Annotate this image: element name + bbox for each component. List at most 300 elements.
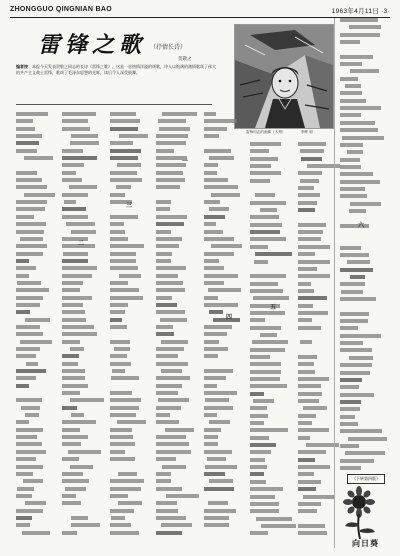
text-line <box>340 224 369 228</box>
text-line <box>204 442 218 446</box>
text-line <box>68 450 100 454</box>
text-line <box>62 435 88 439</box>
text-line <box>250 179 270 183</box>
text-line <box>110 531 139 535</box>
text-line <box>340 55 373 59</box>
text-line <box>204 274 238 278</box>
text-line <box>307 164 340 168</box>
text-line <box>22 531 50 535</box>
article-subtitle: （抒情长诗） <box>150 44 187 51</box>
text-line <box>298 428 329 432</box>
portrait-illustration <box>235 25 333 128</box>
text-line <box>16 303 40 307</box>
text-line <box>71 413 84 417</box>
text-line <box>345 84 361 88</box>
text-line <box>16 112 48 116</box>
text-line <box>298 223 326 227</box>
text-line <box>204 472 225 476</box>
text-line <box>250 215 279 219</box>
text-line <box>158 398 189 402</box>
text-line <box>204 413 217 417</box>
text-line <box>250 362 281 366</box>
text-line <box>298 421 312 425</box>
editor-note <box>16 64 216 77</box>
text-line <box>16 252 43 256</box>
text-line <box>62 406 77 410</box>
text-line <box>340 341 363 345</box>
text-line <box>156 516 186 520</box>
text-line <box>204 171 217 175</box>
text-line <box>340 393 374 397</box>
text-line <box>298 267 317 271</box>
text-line <box>156 207 170 211</box>
text-line <box>110 442 135 446</box>
text-line <box>250 186 288 190</box>
text-line <box>110 457 135 461</box>
text-line <box>110 332 144 336</box>
text-line <box>16 244 47 248</box>
text-line <box>161 340 188 344</box>
text-line <box>204 266 224 270</box>
text-line <box>16 178 42 182</box>
text-line <box>204 303 238 307</box>
text-line <box>204 281 224 285</box>
text-line <box>303 406 326 410</box>
text-line <box>156 288 185 292</box>
text-line <box>16 119 33 123</box>
text-line <box>65 487 86 491</box>
text-line <box>156 376 190 380</box>
text-line <box>298 282 311 286</box>
text-line <box>16 163 50 167</box>
text-line <box>298 362 314 366</box>
text-line <box>250 245 268 249</box>
text-line <box>70 347 84 351</box>
text-line <box>110 465 144 469</box>
text-line <box>340 33 380 37</box>
text-line <box>204 252 234 256</box>
text-line <box>62 274 92 278</box>
text-line <box>111 516 125 520</box>
text-line <box>209 479 233 483</box>
text-column-5 <box>204 112 238 538</box>
text-line <box>110 450 125 454</box>
text-line <box>204 362 238 366</box>
text-line <box>204 354 218 358</box>
text-line <box>16 215 34 219</box>
section-mark-5: 五 <box>270 304 277 311</box>
text-line <box>110 266 138 270</box>
text-line <box>348 437 387 441</box>
text-line <box>340 282 365 286</box>
text-line <box>16 127 35 131</box>
text-line <box>204 178 228 182</box>
text-line <box>204 516 229 520</box>
text-line <box>110 310 125 314</box>
text-line <box>66 222 95 226</box>
text-line <box>156 171 183 175</box>
text-line <box>298 274 330 278</box>
text-line <box>62 391 80 395</box>
text-line <box>69 185 97 189</box>
text-line <box>204 369 233 373</box>
text-line <box>340 165 361 169</box>
text-line <box>208 288 240 292</box>
sunflower-illustration <box>339 484 381 539</box>
text-line <box>25 501 46 505</box>
text-line <box>110 303 128 307</box>
text-line <box>250 223 282 227</box>
text-line <box>156 420 179 424</box>
text-line <box>110 252 136 256</box>
text-line <box>16 450 46 454</box>
text-line <box>298 348 332 352</box>
text-line <box>62 215 88 219</box>
text-line <box>70 141 99 145</box>
continued-stamp: （下转第四版） <box>347 474 385 484</box>
text-line <box>204 340 219 344</box>
text-line <box>341 290 363 294</box>
text-line <box>16 207 45 211</box>
text-line <box>62 288 80 292</box>
text-line <box>62 340 80 344</box>
text-line <box>208 501 228 505</box>
text-line <box>250 201 286 205</box>
text-line <box>350 202 381 206</box>
text-line <box>62 178 82 182</box>
text-line <box>21 406 40 410</box>
text-line <box>256 517 292 521</box>
text-line <box>301 157 322 161</box>
text-line <box>204 332 227 336</box>
text-line <box>158 119 186 123</box>
text-line <box>62 354 79 358</box>
text-line <box>255 252 291 256</box>
text-line <box>16 354 36 358</box>
text-line <box>204 435 218 439</box>
text-line <box>114 347 129 351</box>
text-line <box>204 112 216 116</box>
text-line <box>62 156 97 160</box>
text-line <box>62 362 78 366</box>
text-line <box>110 354 127 358</box>
text-line <box>16 141 39 145</box>
text-line <box>162 465 185 469</box>
text-line <box>16 185 46 189</box>
text-line <box>62 369 85 373</box>
text-line <box>71 523 100 527</box>
text-line <box>204 134 219 138</box>
text-line <box>63 252 89 256</box>
text-line <box>16 332 43 336</box>
text-line <box>340 348 372 352</box>
text-line <box>204 200 220 204</box>
text-line <box>298 208 315 212</box>
text-line <box>250 414 268 418</box>
text-line <box>156 244 179 248</box>
text-line <box>250 267 288 271</box>
text-line <box>20 237 43 241</box>
text-line <box>207 457 226 461</box>
text-line <box>156 222 184 226</box>
text-line <box>110 435 133 439</box>
text-line <box>110 391 132 395</box>
text-line <box>118 501 142 505</box>
text-line <box>156 296 172 300</box>
text-line <box>16 435 37 439</box>
text-line <box>298 304 313 308</box>
section-mark-1: 一 <box>182 158 189 165</box>
text-line <box>62 384 88 388</box>
text-line <box>340 128 378 132</box>
text-line <box>350 275 365 279</box>
text-line <box>156 457 176 461</box>
text-line <box>347 260 370 264</box>
text-line <box>298 472 314 476</box>
text-line <box>340 400 361 404</box>
text-line <box>250 274 286 278</box>
text-line <box>340 415 355 419</box>
text-line <box>298 487 316 491</box>
section-mark-4: 四 <box>226 314 233 321</box>
text-line <box>16 391 50 395</box>
text-line <box>110 509 134 513</box>
text-line <box>16 376 36 380</box>
text-line <box>340 422 358 426</box>
text-line <box>156 531 182 535</box>
text-line <box>253 296 289 300</box>
text-line <box>156 362 188 366</box>
text-line <box>253 399 274 403</box>
text-line <box>204 428 221 432</box>
text-line <box>250 164 271 168</box>
text-line <box>156 479 171 483</box>
text-line <box>110 237 128 241</box>
text-line <box>250 370 281 374</box>
sunflower-title: 向日葵 <box>352 538 379 548</box>
text-line <box>250 326 281 330</box>
text-line <box>16 384 29 388</box>
text-line <box>156 472 171 476</box>
text-line <box>110 494 128 498</box>
text-line <box>298 450 326 454</box>
text-line <box>62 296 92 300</box>
text-line <box>156 134 188 138</box>
text-line <box>62 325 94 329</box>
text-line <box>110 171 137 175</box>
text-line <box>62 149 83 153</box>
text-line <box>340 459 374 463</box>
text-line <box>340 312 369 316</box>
text-line <box>250 480 266 484</box>
text-line <box>156 435 186 439</box>
text-line <box>209 207 229 211</box>
text-line <box>298 237 321 241</box>
editor-note-lead: 编者按： <box>16 64 32 69</box>
masthead-rule <box>10 17 390 18</box>
text-line <box>204 325 232 329</box>
text-column-8 <box>340 18 384 473</box>
text-line <box>250 458 265 462</box>
text-line <box>16 369 46 373</box>
text-line <box>161 369 182 373</box>
text-line <box>110 178 142 182</box>
text-line <box>156 391 178 395</box>
text-line <box>340 326 358 330</box>
text-line <box>62 509 98 513</box>
text-line <box>20 340 52 344</box>
text-line <box>16 428 43 432</box>
text-line <box>204 230 223 234</box>
text-line <box>26 362 39 366</box>
text-line <box>62 207 86 211</box>
text-line <box>156 230 171 234</box>
text-line <box>204 391 237 395</box>
text-line <box>340 444 359 448</box>
text-line <box>298 392 322 396</box>
text-line <box>250 421 264 425</box>
text-line <box>349 209 367 213</box>
text-line <box>110 428 132 432</box>
text-line <box>16 457 36 461</box>
text-line <box>116 185 131 189</box>
text-line <box>156 237 182 241</box>
text-line <box>204 222 216 226</box>
text-line <box>204 141 238 145</box>
text-line <box>62 163 84 167</box>
text-line <box>204 237 234 241</box>
text-line <box>159 127 190 131</box>
text-line <box>156 384 182 388</box>
text-line <box>17 487 34 491</box>
text-line <box>298 370 315 374</box>
text-line <box>298 171 322 175</box>
text-line <box>25 318 51 322</box>
text-line <box>110 318 122 322</box>
text-line <box>16 134 42 138</box>
issue-date-page: 1963年4月11日 ·3· <box>331 8 390 15</box>
text-line <box>110 215 138 219</box>
text-line <box>16 494 32 498</box>
text-line <box>298 524 325 528</box>
text-line <box>160 318 187 322</box>
text-line <box>340 246 361 250</box>
text-line <box>204 406 233 410</box>
text-line <box>340 62 362 66</box>
text-line <box>62 266 97 270</box>
text-line <box>340 231 384 235</box>
text-line <box>303 495 334 499</box>
text-line <box>298 252 315 256</box>
text-line <box>62 237 88 241</box>
text-line <box>345 451 385 455</box>
text-line <box>16 310 30 314</box>
text-line <box>204 494 238 498</box>
text-line <box>110 288 139 292</box>
text-line <box>250 487 283 491</box>
text-line <box>16 266 36 270</box>
text-line <box>340 378 362 382</box>
text-line <box>156 149 174 153</box>
text-line <box>119 134 148 138</box>
text-line <box>16 398 42 402</box>
text-line <box>110 193 125 197</box>
text-line <box>298 186 314 190</box>
text-line <box>16 347 40 351</box>
text-line <box>70 465 93 469</box>
text-line <box>162 112 197 116</box>
text-line <box>298 260 330 264</box>
text-line <box>250 289 283 293</box>
text-line <box>62 420 96 424</box>
text-line <box>252 340 288 344</box>
text-line <box>250 465 267 469</box>
text-line <box>298 142 326 146</box>
text-line <box>117 420 146 424</box>
text-line <box>349 25 382 29</box>
text-line <box>300 340 312 344</box>
text-line <box>156 325 173 329</box>
column-separator <box>334 18 335 548</box>
text-line <box>204 163 218 167</box>
text-line <box>250 436 269 440</box>
text-line <box>16 149 37 153</box>
text-line <box>340 91 362 95</box>
text-line <box>23 479 42 483</box>
text-line <box>250 171 281 175</box>
text-line <box>110 230 125 234</box>
text-line <box>156 310 185 314</box>
text-line <box>71 516 88 520</box>
text-line <box>62 494 76 498</box>
text-line <box>349 356 373 360</box>
text-line <box>340 238 384 242</box>
text-line <box>62 479 89 483</box>
text-line <box>204 347 228 351</box>
text-line <box>340 385 359 389</box>
text-line <box>64 200 77 204</box>
text-line <box>298 311 328 315</box>
article-title: 雷锋之歌 <box>38 32 147 58</box>
text-line <box>298 509 317 513</box>
text-line <box>156 266 186 270</box>
text-line <box>260 208 277 212</box>
text-line <box>340 143 363 147</box>
text-line <box>250 472 264 476</box>
text-line <box>16 420 29 424</box>
text-line <box>211 193 240 197</box>
text-line <box>62 428 80 432</box>
text-line <box>156 332 174 336</box>
text-column-2 <box>62 112 98 538</box>
text-line <box>298 318 312 322</box>
text-line <box>112 369 124 373</box>
text-line <box>298 465 330 469</box>
text-line <box>340 253 369 257</box>
text-line <box>156 281 183 285</box>
text-line <box>110 362 131 366</box>
text-line <box>16 442 42 446</box>
text-line <box>300 179 319 183</box>
text-line <box>62 281 83 285</box>
text-line <box>250 509 279 513</box>
text-line <box>211 244 241 248</box>
text-line <box>16 200 47 204</box>
text-line <box>209 156 233 160</box>
text-line <box>340 187 365 191</box>
text-line <box>340 113 361 117</box>
text-line <box>62 259 88 263</box>
